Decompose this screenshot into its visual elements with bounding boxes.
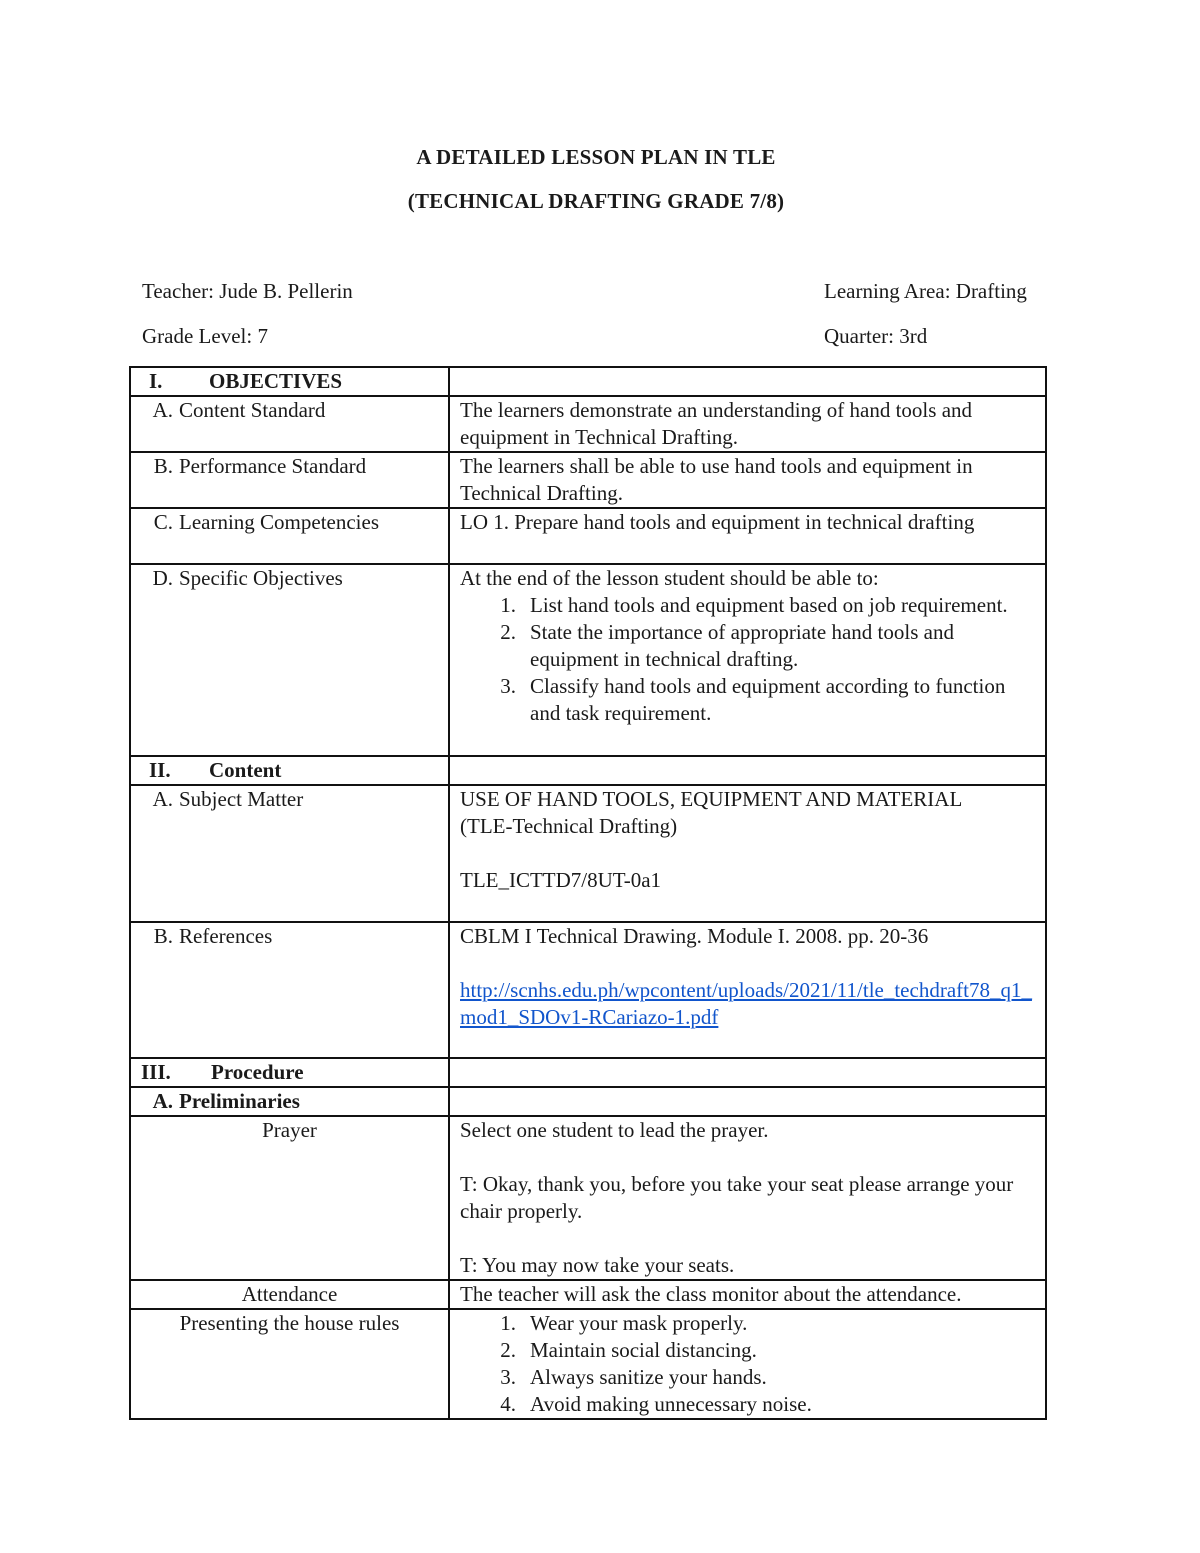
item-letter: A.	[152, 398, 173, 422]
item-letter: C.	[153, 510, 173, 534]
performance-standard-text: The learners shall be able to use hand tools and equipment in Technical Drafting.	[449, 452, 1046, 508]
learning-competencies-label-cell	[130, 508, 449, 564]
subject-matter-subtitle: (TLE-Technical Drafting)	[460, 814, 678, 838]
grade-level-field: Grade Level: 7	[142, 324, 268, 348]
specific-objectives-intro: At the end of the lesson student should be able to:	[460, 566, 879, 590]
house-rules-label: Presenting the house rules	[130, 1309, 449, 1419]
specific-objectives-list	[460, 592, 1035, 727]
table-row	[130, 756, 1046, 785]
references-cell	[449, 922, 1046, 1058]
quarter-field: Quarter: 3rd	[824, 324, 928, 348]
subject-matter-cell	[449, 785, 1046, 922]
table-row	[130, 508, 1046, 564]
teacher-field: Teacher: Jude B. Pellerin	[142, 279, 353, 303]
content-standard-text: The learners demonstrate an understanding of hand tools and equipment in Technical Drafting.	[449, 396, 1046, 452]
empty-cell	[449, 1058, 1046, 1087]
prayer-line-2: T: Okay, thank you, before you take your seat please arrange your chair properly.	[460, 1172, 1014, 1223]
list-number: 3.	[500, 674, 516, 698]
list-text: Wear your mask properly.	[530, 1311, 748, 1335]
item-label: Performance Standard	[179, 454, 367, 478]
section-heading: Content	[209, 758, 282, 782]
section-numeral: I.	[149, 369, 163, 393]
reference-citation: CBLM I Technical Drawing. Module I. 2008. pp. 20-36	[460, 924, 929, 948]
list-item	[460, 619, 1035, 673]
item-label: References	[179, 924, 273, 948]
house-rules-cell	[449, 1309, 1046, 1419]
list-text: Classify hand tools and equipment according to function and task requirement.	[530, 674, 1006, 725]
item-letter: B.	[153, 454, 173, 478]
attendance-label: Attendance	[130, 1280, 449, 1309]
table-row	[130, 452, 1046, 508]
list-text: Maintain social distancing.	[530, 1338, 757, 1362]
item-label: Subject Matter	[179, 787, 304, 811]
table-row	[130, 1309, 1046, 1419]
item-label: Content Standard	[179, 398, 326, 422]
reference-link[interactable]: http://scnhs.edu.ph/wpcontent/uploads/2021/11/tle_techdraft78_q1_mod1_SDOv1-RCariazo-1.pdf	[460, 978, 1032, 1029]
section-numeral: II.	[149, 758, 171, 782]
section-heading: OBJECTIVES	[209, 369, 343, 393]
item-label: Learning Competencies	[179, 510, 380, 534]
table-row	[130, 1280, 1046, 1309]
item-label: Specific Objectives	[179, 566, 343, 590]
item-letter: D.	[152, 566, 173, 590]
item-letter: A.	[152, 787, 173, 811]
table-row	[130, 1116, 1046, 1280]
specific-objectives-label-cell	[130, 564, 449, 756]
table-row	[130, 785, 1046, 922]
list-item	[460, 1391, 1035, 1418]
list-text: State the importance of appropriate hand tools and equipment in technical drafting.	[530, 620, 954, 671]
table-row	[130, 396, 1046, 452]
subject-matter-title: USE OF HAND TOOLS, EQUIPMENT AND MATERIAL	[460, 787, 963, 811]
subject-matter-label-cell	[130, 785, 449, 922]
empty-cell	[449, 1087, 1046, 1116]
list-number: 4.	[500, 1392, 516, 1416]
learning-competencies-text: LO 1. Prepare hand tools and equipment in technical drafting	[449, 508, 1046, 564]
content-standard-label-cell	[130, 396, 449, 452]
house-rules-list	[460, 1310, 1035, 1418]
list-number: 2.	[500, 1338, 516, 1362]
list-number: 1.	[500, 593, 516, 617]
list-text: Always sanitize your hands.	[530, 1365, 767, 1389]
attendance-text: The teacher will ask the class monitor about the attendance.	[449, 1280, 1046, 1309]
prayer-label: Prayer	[130, 1116, 449, 1280]
list-item	[460, 1337, 1035, 1364]
item-label: Preliminaries	[179, 1089, 300, 1113]
document-subtitle: (TECHNICAL DRAFTING GRADE 7/8)	[407, 189, 785, 213]
specific-objectives-cell	[449, 564, 1046, 756]
prayer-cell	[449, 1116, 1046, 1280]
empty-cell	[449, 367, 1046, 396]
list-number: 1.	[500, 1311, 516, 1335]
list-number: 3.	[500, 1365, 516, 1389]
references-label-cell	[130, 922, 449, 1058]
procedure-heading-cell	[130, 1058, 449, 1087]
prayer-line-1: Select one student to lead the prayer.	[460, 1118, 769, 1142]
objectives-heading-cell	[130, 367, 449, 396]
item-letter: B.	[153, 924, 173, 948]
list-text: List hand tools and equipment based on job requirement.	[530, 593, 1008, 617]
table-row	[130, 922, 1046, 1058]
table-row	[130, 1087, 1046, 1116]
lesson-plan-table	[129, 366, 1047, 1420]
document-title: A DETAILED LESSON PLAN IN TLE	[416, 145, 776, 169]
prayer-line-3: T: You may now take your seats.	[460, 1253, 735, 1277]
subject-matter-code: TLE_ICTTD7/8UT-0a1	[460, 868, 662, 892]
learning-area-field: Learning Area: Drafting	[824, 279, 1027, 303]
item-letter: A.	[152, 1089, 173, 1113]
list-text: Avoid making unnecessary noise.	[530, 1392, 812, 1416]
performance-standard-label-cell	[130, 452, 449, 508]
empty-cell	[449, 756, 1046, 785]
list-item	[460, 673, 1035, 727]
table-row	[130, 1058, 1046, 1087]
list-item	[460, 1310, 1035, 1337]
list-item	[460, 592, 1035, 619]
list-item	[460, 1364, 1035, 1391]
preliminaries-heading-cell	[130, 1087, 449, 1116]
table-row	[130, 367, 1046, 396]
table-row	[130, 564, 1046, 756]
section-numeral: III.	[141, 1060, 171, 1084]
section-heading: Procedure	[211, 1060, 304, 1084]
list-number: 2.	[500, 620, 516, 644]
content-heading-cell	[130, 756, 449, 785]
